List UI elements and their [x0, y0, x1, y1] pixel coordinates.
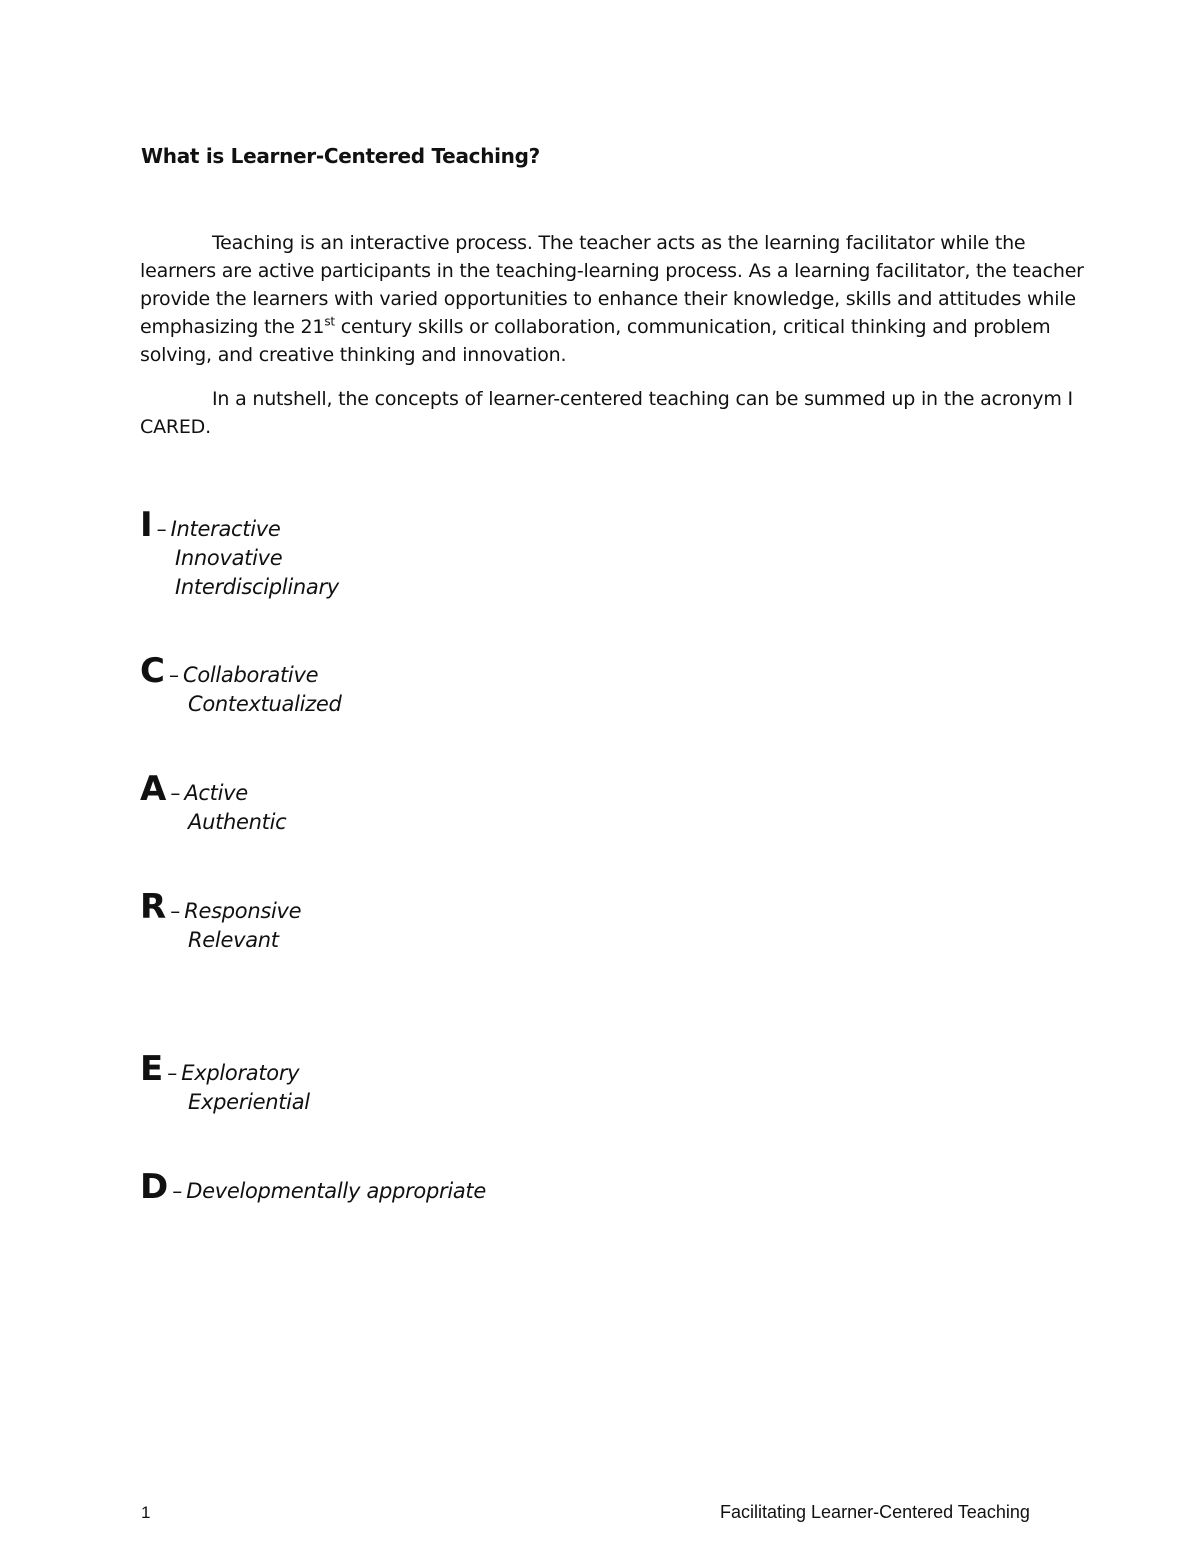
acronym-word: Contextualized [188, 692, 342, 716]
acronym-entry-e [140, 1049, 310, 1118]
acronym-word: Responsive [184, 899, 302, 923]
acronym-letter: R [140, 887, 167, 927]
acronym-entry-d [140, 1167, 486, 1207]
acronym-entry-r [140, 887, 302, 956]
acronym-word: Innovative [175, 546, 283, 570]
running-footer-title: Facilitating Learner-Centered Teaching [720, 1502, 1030, 1522]
acronym-word: Interactive [170, 517, 281, 541]
acronym-word: Relevant [188, 928, 279, 952]
acronym-dash: – [172, 1179, 183, 1203]
acronym-word: Authentic [188, 810, 287, 834]
acronym-letter: D [140, 1167, 169, 1207]
acronym-word: Experiential [188, 1090, 310, 1114]
intro-paragraph-text-b: century skills or collaboration, communication, critical thinking and problem solving, and creative thinking and innovation. [140, 316, 1051, 366]
acronym-word: Exploratory [181, 1061, 300, 1085]
summary-paragraph [140, 385, 1100, 441]
acronym-dash: – [167, 1061, 178, 1085]
acronym-word: Collaborative [182, 663, 319, 687]
acronym-entry-a [140, 769, 287, 838]
intro-paragraph-text-a: Teaching is an interactive process. The teacher acts as the learning facilitator while the learners are active participants in the teaching-learning process. As a learning facilitator, the teacher provide the learners with varied opportunities to enhance their knowledge, skills and attitudes while emphasizing the 21 [140, 232, 1084, 338]
acronym-dash: – [170, 899, 181, 923]
acronym-entry-i [140, 505, 339, 603]
acronym-word: Interdisciplinary [175, 575, 339, 599]
acronym-letter: A [140, 769, 167, 809]
summary-paragraph-text: In a nutshell, the concepts of learner-centered teaching can be summed up in the acronym I CARED. [140, 388, 1073, 438]
acronym-dash: – [168, 663, 179, 687]
intro-paragraph [140, 229, 1100, 369]
acronym-letter: I [140, 505, 153, 545]
acronym-dash: – [170, 781, 181, 805]
acronym-letter: C [140, 651, 165, 691]
acronym-dash: – [156, 517, 167, 541]
acronym-entry-c [140, 651, 342, 720]
page-title: What is Learner-Centered Teaching? [141, 144, 540, 168]
acronym-word: Active [184, 781, 248, 805]
acronym-letter: E [140, 1049, 164, 1089]
acronym-word: Developmentally appropriate [186, 1179, 486, 1203]
page-number: 1 [141, 1503, 151, 1522]
ordinal-superscript: st [324, 314, 335, 329]
